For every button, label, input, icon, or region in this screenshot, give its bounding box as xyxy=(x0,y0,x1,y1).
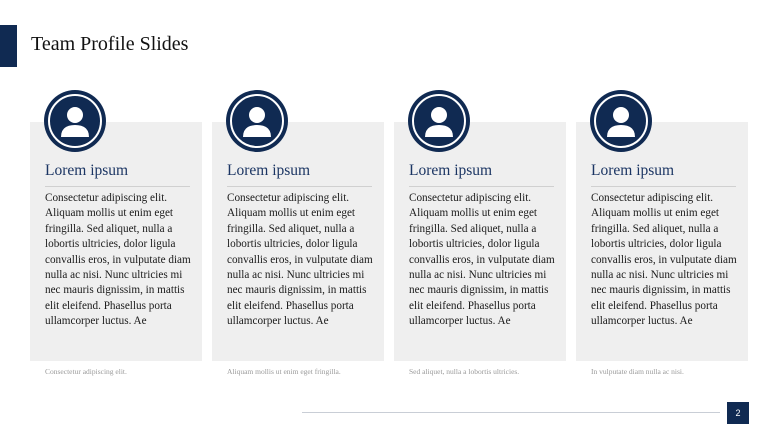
card-divider xyxy=(409,186,554,187)
title-accent-bar xyxy=(0,25,17,67)
card-divider xyxy=(45,186,190,187)
user-avatar-icon xyxy=(408,90,470,152)
card-divider xyxy=(227,186,372,187)
card-description: Consectetur adipiscing elit. Aliquam mollis ut enim eget fringilla. Sed aliquet, nulla a lobortis ultricies, dolor ligula convallis eros, in vulputate diam nulla ac nisi. Nunc ultricies mi nec mauris dignissim, in mattis elit eleifend. Phasellus porta ullamcorper luctus. Ae xyxy=(227,192,373,328)
card-caption: Consectetur adipiscing elit. xyxy=(45,367,127,376)
card-title: Lorem ipsum xyxy=(227,162,311,179)
page-number-badge: 2 xyxy=(727,402,749,424)
team-member-card-4 xyxy=(576,122,748,361)
card-description: Consectetur adipiscing elit. Aliquam mollis ut enim eget fringilla. Sed aliquet, nulla a lobortis ultricies, dolor ligula convallis eros, in vulputate diam nulla ac nisi. Nunc ultricies mi nec mauris dignissim, in mattis elit eleifend. Phasellus porta ullamcorper luctus. Ae xyxy=(591,192,737,328)
card-divider xyxy=(591,186,736,187)
card-caption: In vulputate diam nulla ac nisi. xyxy=(591,367,684,376)
card-description: Consectetur adipiscing elit. Aliquam mollis ut enim eget fringilla. Sed aliquet, nulla a lobortis ultricies, dolor ligula convallis eros, in vulputate diam nulla ac nisi. Nunc ultricies mi nec mauris dignissim, in mattis elit eleifend. Phasellus porta ullamcorper luctus. Ae xyxy=(45,192,191,328)
card-title: Lorem ipsum xyxy=(591,162,675,179)
footer-divider xyxy=(302,412,720,413)
card-title: Lorem ipsum xyxy=(45,162,129,179)
team-member-card-1 xyxy=(30,122,202,361)
user-avatar-icon xyxy=(590,90,652,152)
card-title: Lorem ipsum xyxy=(409,162,493,179)
team-member-card-2 xyxy=(212,122,384,361)
user-avatar-icon xyxy=(44,90,106,152)
slide-title: Team Profile Slides xyxy=(31,33,189,55)
user-avatar-icon xyxy=(226,90,288,152)
card-caption: Aliquam mollis ut enim eget fringilla. xyxy=(227,367,341,376)
card-description: Consectetur adipiscing elit. Aliquam mollis ut enim eget fringilla. Sed aliquet, nulla a lobortis ultricies, dolor ligula convallis eros, in vulputate diam nulla ac nisi. Nunc ultricies mi nec mauris dignissim, in mattis elit eleifend. Phasellus porta ullamcorper luctus. Ae xyxy=(409,192,555,328)
team-member-card-3 xyxy=(394,122,566,361)
card-caption: Sed aliquet, nulla a lobortis ultricies. xyxy=(409,367,520,376)
